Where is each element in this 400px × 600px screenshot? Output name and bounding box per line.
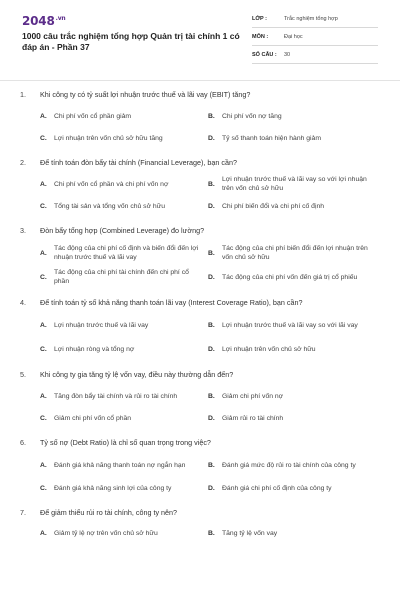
question-item [20, 508, 382, 542]
option-text: Lợi nhuận trước thuế và lãi vay so với lợi nhuận trên vốn chủ sở hữu [222, 176, 367, 192]
answer-option[interactable] [20, 174, 208, 194]
answer-options [20, 100, 382, 148]
option-text: Lợi nhuận trước thuế và lãi vay so với lãi vay [222, 321, 358, 329]
option-text: Lợi nhuận trên vốn chủ sở hữu tăng [54, 134, 163, 142]
option-letter: C. [40, 273, 47, 281]
site-logo[interactable] [22, 14, 65, 28]
answer-option[interactable] [208, 128, 382, 148]
question-stem: Khi công ty gia tăng tỷ lệ vốn vay, điều này thường dẫn đến? [40, 370, 234, 379]
option-text: Giảm chi phí vốn cổ phần [54, 414, 132, 422]
question-number: 5. [20, 370, 26, 379]
answer-option[interactable] [20, 454, 208, 476]
question-number: 4. [20, 298, 26, 307]
question-text [20, 370, 382, 380]
meta-value: 30 [284, 51, 291, 58]
option-letter: A. [40, 112, 47, 120]
answer-option[interactable] [208, 338, 382, 360]
option-text: Lợi nhuận ròng và tổng nợ [54, 345, 135, 353]
option-letter: B. [208, 249, 215, 257]
question-text [20, 508, 382, 518]
answer-option[interactable] [20, 524, 208, 542]
answer-option[interactable] [20, 106, 208, 126]
meta-value: Đại học [284, 33, 303, 40]
option-text: Tăng tỷ lệ vốn vay [222, 529, 278, 537]
page-header [0, 0, 400, 60]
answer-options [20, 236, 382, 288]
question-number: 6. [20, 438, 26, 447]
answer-option[interactable] [20, 266, 208, 288]
answer-option[interactable] [20, 408, 208, 428]
question-stem: Để giảm thiểu rủi ro tài chính, công ty nên? [40, 508, 178, 517]
header-divider [0, 80, 400, 81]
meta-label: LỚP : [252, 15, 267, 22]
option-text: Tác động của chi phí vốn đến giá trị cổ phiếu [222, 273, 358, 281]
question-stem: Để tính toán đòn bẩy tài chính (Financial Leverage), bạn cần? [40, 158, 237, 167]
meta-row-subject [252, 28, 378, 46]
meta-row-count [252, 46, 378, 64]
question-item [20, 158, 382, 216]
answer-options [20, 308, 382, 360]
answer-option[interactable] [208, 106, 382, 126]
option-text: Đánh giá chi phí cố định của công ty [222, 484, 332, 492]
option-letter: C. [40, 414, 47, 422]
option-letter: C. [40, 484, 47, 492]
question-item [20, 90, 382, 148]
answer-option[interactable] [20, 196, 208, 216]
option-letter: B. [208, 529, 215, 537]
answer-option[interactable] [208, 196, 382, 216]
question-stem: Đòn bẩy tổng hợp (Combined Leverage) đo lường? [40, 226, 205, 235]
option-letter: C. [40, 202, 47, 210]
option-letter: D. [208, 273, 215, 281]
option-text: Tăng đòn bẩy tài chính và rủi ro tài chính [54, 392, 178, 400]
option-text: Tác động của chi phí cố định và biến đổi đến lợi nhuận trước thuế và lãi vay [54, 245, 199, 261]
answer-option[interactable] [20, 128, 208, 148]
option-text: Chi phí vốn cổ phần và chi phí vốn nợ [54, 180, 169, 188]
document-meta [252, 10, 378, 64]
answer-option[interactable] [208, 386, 382, 406]
option-letter: D. [208, 345, 215, 353]
option-text: Giảm chi phí vốn nợ [222, 392, 284, 400]
meta-row-class [252, 10, 378, 28]
answer-options [20, 448, 382, 498]
question-number: 3. [20, 226, 26, 235]
option-letter: A. [40, 321, 47, 329]
option-letter: C. [40, 134, 47, 142]
answer-options [20, 380, 382, 428]
answer-option[interactable] [208, 266, 382, 288]
logo-text: 2048 [22, 14, 55, 28]
question-item [20, 438, 382, 498]
answer-option[interactable] [208, 242, 382, 264]
option-letter: C. [40, 345, 47, 353]
answer-option[interactable] [208, 478, 382, 498]
option-letter: A. [40, 461, 47, 469]
option-letter: A. [40, 392, 47, 400]
option-letter: B. [208, 180, 215, 188]
option-text: Tổng tài sản và tổng vốn chủ sở hữu [54, 202, 166, 210]
question-number: 1. [20, 90, 26, 99]
answer-options [20, 168, 382, 216]
option-letter: B. [208, 112, 215, 120]
question-list [20, 84, 382, 542]
option-text: Tác động của chi phí biến đổi đến lợi nhuận trên vốn chủ sở hữu [222, 245, 368, 261]
question-text [20, 90, 382, 100]
option-letter: D. [208, 484, 215, 492]
meta-label: MÔN : [252, 33, 269, 40]
option-text: Đánh giá mức độ rủi ro tài chính của công ty [222, 461, 356, 469]
option-text: Chi phí vốn cổ phần giảm [54, 112, 132, 120]
logo-tld: .vn [55, 15, 66, 22]
answer-option[interactable] [20, 478, 208, 498]
question-text [20, 438, 382, 448]
answer-option[interactable] [20, 242, 208, 264]
question-item [20, 226, 382, 288]
question-item [20, 370, 382, 428]
question-text [20, 226, 382, 236]
answer-option[interactable] [208, 454, 382, 476]
option-letter: A. [40, 529, 47, 537]
option-text: Giảm tỷ lệ nợ trên vốn chủ sở hữu [54, 529, 158, 537]
option-text: Chi phí biến đổi và chi phí cố định [222, 202, 325, 210]
option-text: Giảm rủi ro tài chính [222, 414, 284, 422]
answer-option[interactable] [20, 314, 208, 336]
option-letter: A. [40, 249, 47, 257]
option-text: Lợi nhuận trên vốn chủ sở hữu [222, 345, 316, 353]
answer-option[interactable] [208, 174, 382, 194]
option-letter: D. [208, 202, 215, 210]
option-letter: D. [208, 134, 215, 142]
option-letter: B. [208, 321, 215, 329]
meta-label: SỐ CÂU : [252, 51, 277, 58]
answer-options [20, 518, 382, 542]
question-stem: Tỷ số nợ (Debt Ratio) là chỉ số quan trọng trong việc? [40, 438, 211, 447]
option-text: Lợi nhuận trước thuế và lãi vay [54, 321, 149, 329]
answer-option[interactable] [20, 386, 208, 406]
option-text: Tỷ số thanh toán hiện hành giảm [222, 134, 321, 142]
answer-option[interactable] [208, 524, 382, 542]
question-text [20, 158, 382, 168]
question-number: 7. [20, 508, 26, 517]
question-stem: Để tính toán tỷ số khả năng thanh toán lãi vay (Interest Coverage Ratio), bạn cần? [40, 298, 303, 307]
question-text [20, 298, 382, 308]
option-letter: A. [40, 180, 47, 188]
question-item [20, 298, 382, 360]
answer-option[interactable] [208, 408, 382, 428]
option-letter: B. [208, 461, 215, 469]
option-text: Chi phí vốn nợ tăng [222, 112, 282, 120]
option-text: Đánh giá khả năng thanh toán nợ ngắn hạn [54, 461, 186, 469]
question-number: 2. [20, 158, 26, 167]
option-letter: B. [208, 392, 215, 400]
document-title: 1000 câu trắc nghiệm tổng hợp Quản trị tài chính 1 có đáp án - Phần 37 [22, 31, 240, 52]
option-letter: D. [208, 414, 215, 422]
question-stem: Khi công ty có tỷ suất lợi nhuận trước thuế và lãi vay (EBIT) tăng? [40, 90, 251, 99]
answer-option[interactable] [20, 338, 208, 360]
meta-value: Trắc nghiệm tổng hợp [284, 15, 338, 22]
answer-option[interactable] [208, 314, 382, 336]
option-text: Tác động của chi phí tài chính đến chi phí cổ phần [54, 269, 189, 285]
option-text: Đánh giá khả năng sinh lợi của công ty [54, 484, 172, 492]
